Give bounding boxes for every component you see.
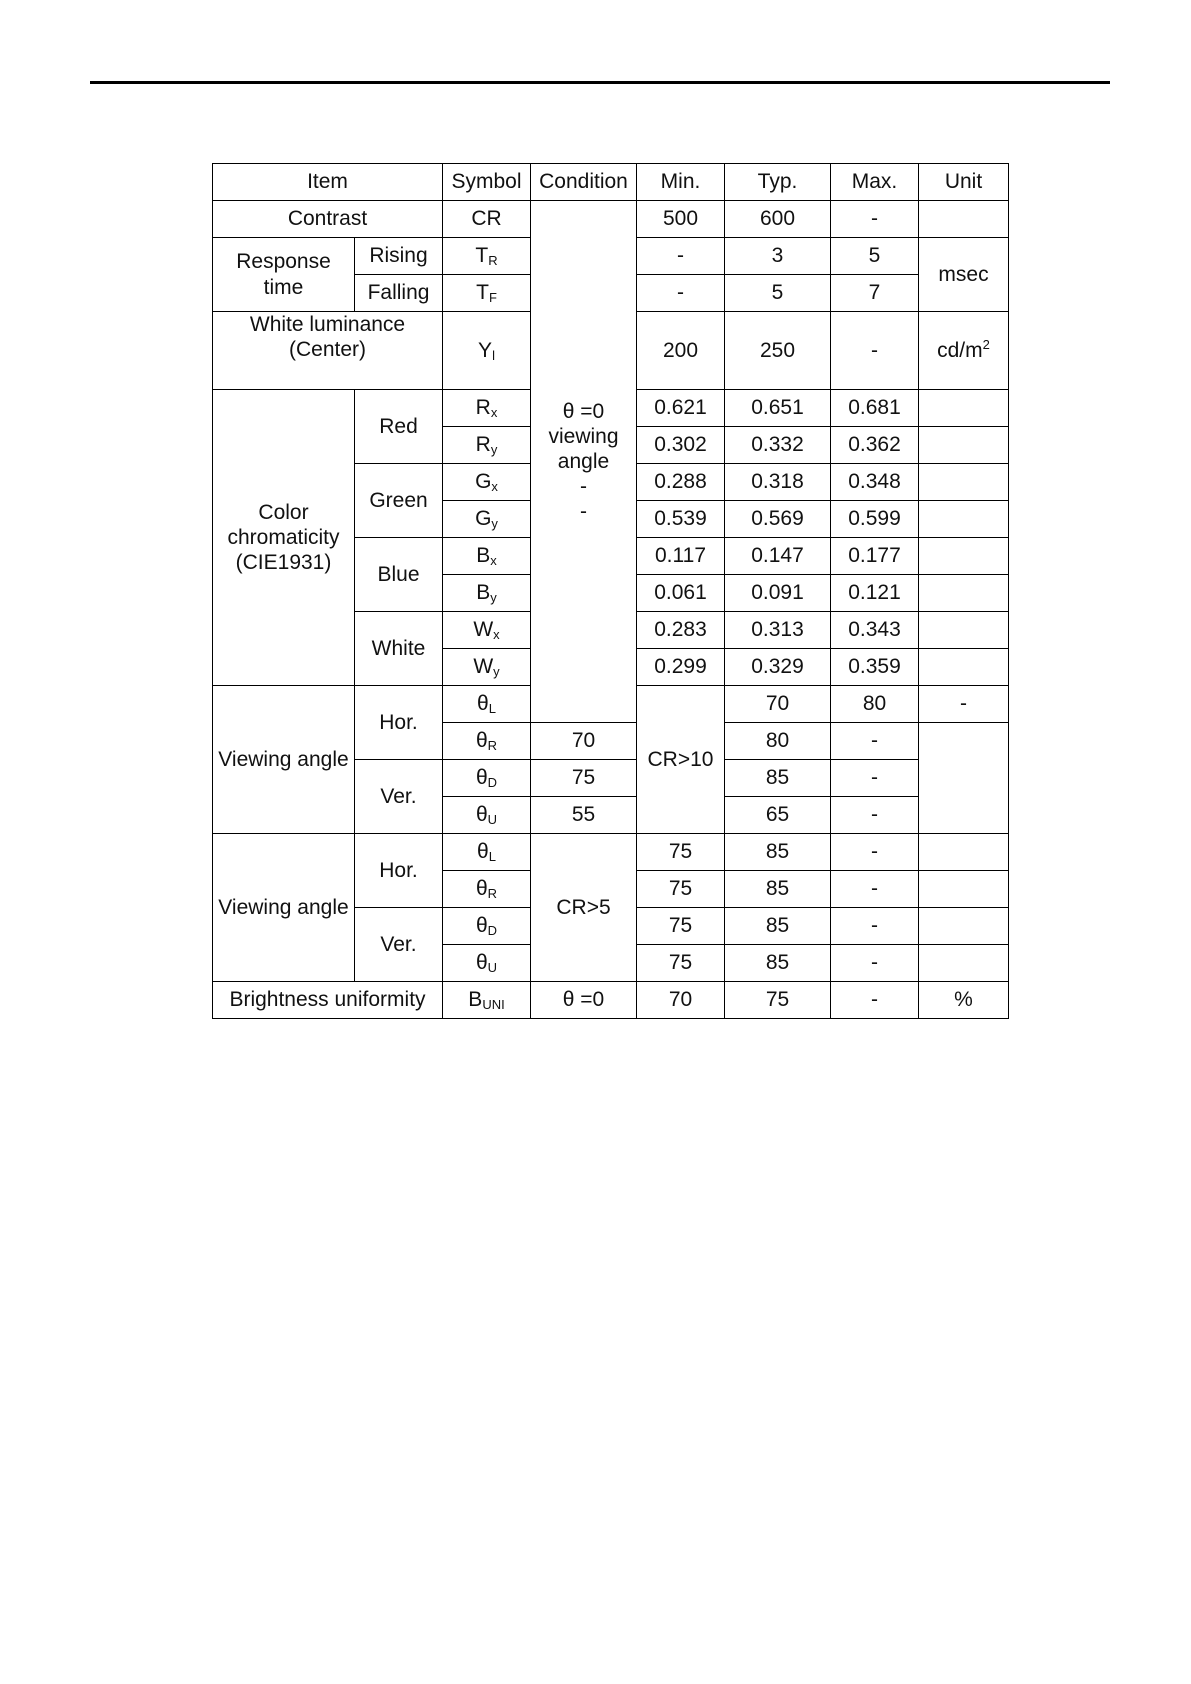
chroma-green: Green: [355, 464, 443, 538]
viewing2-symbol: [443, 908, 531, 945]
condition-viewing-angle: [531, 201, 637, 723]
sym: T: [476, 281, 489, 305]
viewing2-typ: 85: [725, 871, 831, 908]
sym-sub: D: [487, 775, 498, 791]
viewing1-min: 70: [725, 686, 831, 723]
viewing1-max: -: [831, 797, 919, 834]
chroma-typ: 0.332: [725, 427, 831, 464]
viewing2-max: -: [831, 908, 919, 945]
chroma-min: 0.061: [637, 575, 725, 612]
chroma-max: 0.348: [831, 464, 919, 501]
chroma-max: 0.362: [831, 427, 919, 464]
sym-sub: l: [492, 347, 495, 363]
uniformity-label: Brightness uniformity: [213, 982, 443, 1019]
chroma-typ: 0.651: [725, 390, 831, 427]
sym: θ: [475, 766, 488, 790]
viewing2-unit: [919, 945, 1009, 982]
viewing1-symbol: [443, 797, 531, 834]
luminance-unit: [919, 312, 1009, 390]
viewing2-typ: 85: [725, 945, 831, 982]
chroma-blue: Blue: [355, 538, 443, 612]
sym: θ: [475, 877, 488, 901]
sym-sub: F: [488, 290, 497, 306]
viewing2-typ: 85: [725, 908, 831, 945]
sym-sub: R: [487, 886, 498, 902]
viewing1-min: 75: [531, 760, 637, 797]
chroma-min: 0.288: [637, 464, 725, 501]
sym: G: [475, 470, 492, 494]
sym: Y: [478, 338, 493, 362]
rising-typ: 3: [725, 238, 831, 275]
sym-sub: y: [490, 590, 497, 606]
rising-max: 5: [831, 238, 919, 275]
viewing1-hor: Hor.: [355, 686, 443, 760]
sym-sub: y: [490, 442, 498, 458]
header-condition: Condition: [531, 164, 637, 201]
luminance-typ: 250: [725, 312, 831, 390]
chroma-typ: 0.329: [725, 649, 831, 686]
header-typ: Typ.: [725, 164, 831, 201]
falling-max: 7: [831, 275, 919, 312]
sym-sub: L: [488, 849, 496, 865]
sym: θ: [475, 951, 488, 975]
viewing2-row: [213, 834, 1009, 871]
viewing2-min: 75: [637, 908, 725, 945]
chroma-label: Color chromaticity (CIE1931): [213, 390, 355, 686]
chroma-min: 0.539: [637, 501, 725, 538]
sym: B: [476, 544, 491, 568]
contrast-row: [213, 201, 1009, 238]
viewing2-unit: [919, 871, 1009, 908]
chroma-min: 0.117: [637, 538, 725, 575]
chroma-min: 0.302: [637, 427, 725, 464]
sym-sub: y: [493, 664, 500, 680]
viewing1-label: Viewing angle: [213, 686, 355, 834]
sym: R: [475, 396, 491, 420]
uniformity-row: [213, 982, 1009, 1019]
response-label: Response time: [213, 238, 355, 312]
condition-line3: angle: [557, 449, 610, 473]
chroma-unit: [919, 501, 1009, 538]
unit-sup: 2: [982, 337, 990, 353]
sym-sub: x: [490, 553, 497, 569]
condition-line2: viewing: [548, 424, 619, 448]
chroma-max: 0.177: [831, 538, 919, 575]
sym-sub: x: [490, 405, 498, 421]
viewing1-condition: CR>10: [637, 686, 725, 834]
chroma-symbol: [443, 427, 531, 464]
viewing2-unit: [919, 908, 1009, 945]
viewing2-typ: 85: [725, 834, 831, 871]
chroma-unit: [919, 390, 1009, 427]
sym-sub: R: [488, 253, 498, 269]
chroma-typ: 0.569: [725, 501, 831, 538]
top-rule: [90, 81, 1110, 84]
viewing2-hor: Hor.: [355, 834, 443, 908]
sym-sub: U: [487, 960, 498, 976]
unit-text: cd/m: [937, 339, 983, 363]
chroma-typ: 0.313: [725, 612, 831, 649]
chroma-unit: [919, 538, 1009, 575]
luminance-max: -: [831, 312, 919, 390]
condition-theta: θ =0: [562, 399, 605, 423]
sym-sub: L: [488, 701, 496, 717]
chroma-unit: [919, 575, 1009, 612]
sym-sub: U: [487, 812, 498, 828]
sym: B: [476, 581, 491, 605]
sym: G: [475, 507, 492, 531]
chroma-max: 0.681: [831, 390, 919, 427]
viewing1-max: -: [831, 723, 919, 760]
uniformity-min: 70: [637, 982, 725, 1019]
sym-sub: R: [487, 738, 498, 754]
uniformity-symbol: [443, 982, 531, 1019]
viewing1-symbol: [443, 760, 531, 797]
viewing2-max: -: [831, 945, 919, 982]
rising-label: Rising: [355, 238, 443, 275]
luminance-symbol: [443, 312, 531, 390]
luminance-min: 200: [637, 312, 725, 390]
chroma-white: White: [355, 612, 443, 686]
viewing1-symbol: [443, 723, 531, 760]
sym: W: [473, 618, 494, 642]
viewing1-ver: Ver.: [355, 760, 443, 834]
uniformity-typ: 75: [725, 982, 831, 1019]
luminance-label: White luminance (Center): [213, 312, 443, 390]
chroma-max: 0.599: [831, 501, 919, 538]
viewing2-min: 75: [637, 945, 725, 982]
optical-spec-table: [212, 163, 1009, 1019]
header-unit: Unit: [919, 164, 1009, 201]
response-unit: msec: [919, 238, 1009, 312]
header-max: Max.: [831, 164, 919, 201]
sym-sub: UNI: [482, 997, 505, 1013]
viewing1-min: 55: [531, 797, 637, 834]
rising-min: -: [637, 238, 725, 275]
viewing1-typ: 80: [725, 723, 831, 760]
chroma-symbol: [443, 612, 531, 649]
sym-sub: x: [493, 627, 500, 643]
uniformity-unit: %: [919, 982, 1009, 1019]
falling-label: Falling: [355, 275, 443, 312]
sym-sub: y: [491, 516, 498, 532]
viewing1-typ: 85: [725, 760, 831, 797]
falling-min: -: [637, 275, 725, 312]
viewing1-max: -: [831, 760, 919, 797]
header-item: Item: [213, 164, 443, 201]
chroma-unit: [919, 427, 1009, 464]
chroma-min: 0.621: [637, 390, 725, 427]
viewing2-min: 75: [637, 834, 725, 871]
viewing1-typ: 65: [725, 797, 831, 834]
viewing1-min: 70: [531, 723, 637, 760]
rising-symbol: [443, 238, 531, 275]
condition-dash1: -: [580, 475, 587, 499]
sym: B: [468, 988, 483, 1012]
viewing2-max: -: [831, 834, 919, 871]
viewing1-typ: 80: [831, 686, 919, 723]
chroma-unit: [919, 612, 1009, 649]
chroma-symbol: [443, 575, 531, 612]
viewing2-max: -: [831, 871, 919, 908]
chroma-symbol: [443, 501, 531, 538]
viewing2-symbol: [443, 871, 531, 908]
contrast-symbol: CR: [443, 201, 531, 238]
sym: θ: [477, 840, 489, 864]
chroma-symbol: [443, 649, 531, 686]
chroma-unit: [919, 649, 1009, 686]
uniformity-max: -: [831, 982, 919, 1019]
chroma-unit: [919, 464, 1009, 501]
sym: W: [473, 655, 494, 679]
header-symbol: Symbol: [443, 164, 531, 201]
header-row: [213, 164, 1009, 201]
contrast-label: Contrast: [213, 201, 443, 238]
falling-typ: 5: [725, 275, 831, 312]
contrast-typ: 600: [725, 201, 831, 238]
header-min: Min.: [637, 164, 725, 201]
viewing2-symbol: [443, 834, 531, 871]
sym: R: [475, 433, 491, 457]
sym: θ: [475, 914, 488, 938]
chroma-min: 0.283: [637, 612, 725, 649]
viewing2-label: Viewing angle: [213, 834, 355, 982]
contrast-unit: [919, 201, 1009, 238]
sym-sub: D: [487, 923, 498, 939]
sym: θ: [477, 692, 489, 716]
sym: θ: [475, 729, 488, 753]
viewing2-ver: Ver.: [355, 908, 443, 982]
chroma-max: 0.343: [831, 612, 919, 649]
viewing1-symbol: [443, 686, 531, 723]
contrast-min: 500: [637, 201, 725, 238]
viewing1-max: -: [919, 686, 1009, 723]
chroma-symbol: [443, 464, 531, 501]
falling-symbol: [443, 275, 531, 312]
viewing2-unit: [919, 834, 1009, 871]
chroma-min: 0.299: [637, 649, 725, 686]
viewing2-min: 75: [637, 871, 725, 908]
contrast-max: -: [831, 201, 919, 238]
chroma-typ: 0.091: [725, 575, 831, 612]
sym: T: [475, 244, 489, 268]
viewing2-condition: CR>5: [531, 834, 637, 982]
chroma-symbol: [443, 390, 531, 427]
condition-dash2: -: [580, 500, 587, 524]
chroma-symbol: [443, 538, 531, 575]
sym: θ: [475, 803, 488, 827]
chroma-typ: 0.318: [725, 464, 831, 501]
sym-sub: x: [491, 479, 498, 495]
viewing2-symbol: [443, 945, 531, 982]
uniformity-condition: θ =0: [531, 982, 637, 1019]
chroma-max: 0.359: [831, 649, 919, 686]
chroma-max: 0.121: [831, 575, 919, 612]
chroma-red: Red: [355, 390, 443, 464]
chroma-typ: 0.147: [725, 538, 831, 575]
